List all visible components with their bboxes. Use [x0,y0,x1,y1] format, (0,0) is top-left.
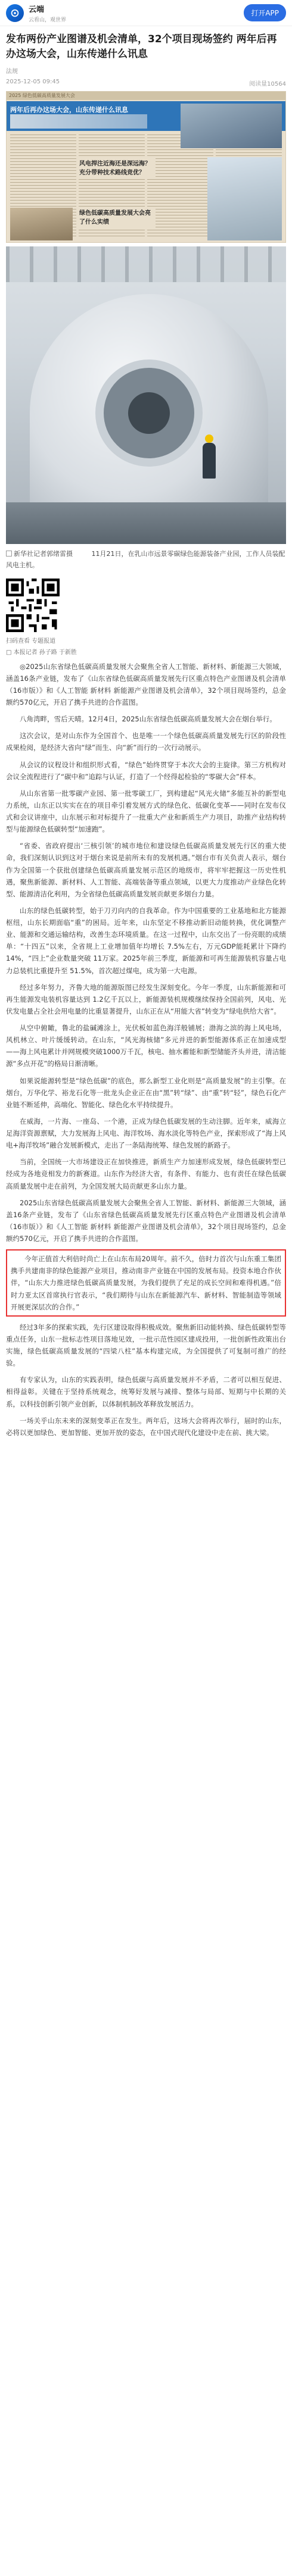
article-meta [6,79,286,91]
qr-code-icon[interactable] [6,579,60,632]
highlight-box [6,1249,286,1317]
newspaper-band-title: 两年后再办这场大会，山东传递什么讯息 [10,106,128,114]
article [0,32,292,1450]
newspaper-photo [10,208,73,240]
brand [29,3,66,23]
app-name: 云端 [29,5,45,14]
article-paragraph: 有专家认为，山东的实践表明，绿色低碳与高质量发展并不矛盾，二者可以相互促进、相得益彰。关键在于坚持系统观念，统筹好发展与减排、整体与局部、短期与中长期的关系，以科技创新引领产业创新，以体制机制改革释放发展活力。 [6,1375,286,1408]
editor-line: □ 本报记者 孙子路 于新胜 [6,649,77,656]
article-body [6,661,286,1245]
article-paragraph: 经过多年努力，齐鲁大地的能源版图已经发生深刻变化。今年一季度，山东新能源和可再生能源发电装机容量达到 1.2亿千瓦以上，新能源装机规模继续保持全国前列，风电、光伏发电量占全社会用电量的比重显著提升，山东正在从“用能大省”转变为“绿电供给大省”。 [6,983,286,1015]
app-banner [0,0,292,26]
article-headline: 发布两份产业图谱及机会清单，32个项目现场签约 两年后再办这场大会，山东传递什么讯息 [6,33,277,60]
app-logo [6,4,24,22]
article-paragraph: 从山东省第一批零碳产业园、第一批零碳工厂，到构建起“风光火储”多能互补的新型电力系统，山东正以实实在在的项目牵引着发展方式的绿色化、低碳化变革——同时在发布仪式和会议讲座中，山东展示和对标提升了一批重大产业和新质生产力项目，助推产业结构转型与能源绿色低碳转型“加速跑”。 [6,789,286,834]
qr-block [6,579,286,656]
newspaper-band-image [10,114,147,129]
article-body-tail [6,1321,286,1439]
wind-turbine-photo [6,246,286,544]
article-paragraph: 山东的绿色低碳转型，始于刀刃向内的自我革命。作为中国重要的工业基地和北方能源枢纽，山东长期面临“重”的困局。近年来，山东坚定不移推动新旧动能转换，优化调整产业、能源和交通运输结构，改善生态环境质量。在这一过程中，山东交出了一份亮眼的成绩单：“十四五”以来，全省规上工业增加值年均增长 7.5%左右，万元GDP能耗累计下降约 14%，“四上”企业数量突破 11万家。2025年前三季度，新能源和可再生能源装机容量占电力总装机比重提升至 51.5%，首次超过煤电，成为第一大电源。 [6,906,286,975]
highlight-paragraph: 今年正值首大利倍时尚亡上在山东布局20周年。前不久，倍时力首次与山东重工集团携手共建南非的绿色能源产业项目，推动南非产业链在中国的发展布局。投资本地合作伙伴，“山东大力推进绿色低碳高质量发展，为我们提供了充足的成长空间和难得机遇。”倍时力亚太区首席执行官表示，“我们期待与山东在新能源汽车、新材料、智能制造等领域开展更深层次的合作。” [11,1255,281,1311]
article-paragraph: ◎2025山东省绿色低碳高质量发展大会聚焦全省人工智能、新材料、新能源三大领域，涵盖16条产业链，发布了《山东省绿色低碳高质量发展先行区重点特色产业图谱及机会清单（16市版）》和《人工智能 新材料 新能源产业图谱及机会清单》，32个项目现场签约，总金额约570亿元，开启了携手共进的合作蓝图。 [6,662,286,707]
article-paragraph: 2025山东省绿色低碳高质量发展大会聚焦全省人工智能、新材料、新能源三大领域，涵盖16条产业链，发布了《山东省绿色低碳高质量发展先行区重点特色产业图谱及机会清单（16市版）》和《人工智能 新材料 新能源产业图谱及机会清单》，32个项目现场签约，总金额约570亿元，开启了携手共进的合作蓝图。 [6,1198,286,1243]
newspaper-subheading: 风电捍注近海还是深远海？充分带种技术路线竞优？ [78,158,156,179]
newspaper-image [6,91,286,243]
article-paragraph: 如果说能源转型是“绿色低碳”的底色，那么新型工业化则是“高质量发展”的主引擎。在烟台，万华化学、裕龙石化等一批龙头企业正在由“黑”转“绿”、由“重”转“轻”，绿色石化产业链不断延伸，高端化、智能化、绿色化水平持续提升。 [6,1076,286,1109]
newspaper-subheading: 绿色低碳高质量发展大会亮了什么实绩 [78,208,156,228]
article-paragraph: 八角湾畔，雪后天晴。12月4日，2025山东省绿色低碳高质量发展大会在烟台举行。 [20,715,277,724]
article-paragraph: 当前，全国统一大市场建设正在加快推进，新质生产力加速形成发展，绿色低碳转型已经成为各地竞相发力的新赛道。山东作为经济大省，有条件、有能力、也有责任在绿色低碳高质量发展中走在前列，为全国发展大局贡献更多山东力量。 [6,1158,286,1190]
article-paragraph: “省委、省政府提出‘三核引领’的城市地位和建设绿色低碳高质量发展先行区的重大使命，我们深刻认识到这对于烟台来说是前所未有的发展机遇。”烟台市有关负责人表示，烟台作为全国第一个获批创建绿色低碳高质量发展示范区的地级市，将牢牢把握这一历史性机遇，聚焦新能源、新材料、人工智能、高端装备等重点领域，以更大力度推动产业绿色化转型、能源清洁化利用，为全省绿色低碳高质量发展贡献更多烟台力量。 [6,842,286,898]
article-time: 2025-12-05 09:45 [6,79,60,86]
article-paragraph: 从会议的议程设计和组织形式看，“绿色”始终贯穿于本次大会的主旋律。第三方机构对会议全流程进行了“碳中和”追踪与认证，打造了一个经得起检验的“零碳大会”样本。 [6,760,286,781]
article-paragraph: 从空中俯瞰，鲁北的盐碱滩涂上，光伏板如蓝色海洋般铺展；渤海之滨的海上风电场，风机林立、叶片缓缓转动。在山东，“风光海核储”多元并进的新型能源体系正在加速成型——海上风电累计并网规模突破1000万千瓦，核电、抽水蓄能和新型储能齐头并进，清洁能源“多点开花”的格局日渐清晰。 [6,1024,286,1068]
article-source: 法规 [6,68,18,76]
open-app-button[interactable]: 打开APP [244,4,286,21]
newspaper-photo [207,157,282,240]
article-paragraph: 经过3年多的探索实践，先行区建设取得积极成效。聚焦新旧动能转换、绿色低碳转型等重点任务，山东一批标志性项目落地见效，一批示范性园区建成投用，一批创新性政策出台实施，绿色低碳高质量发展的“四梁八柱”基本构建完成，为全国提供了可复制可推广的经验。 [6,1323,286,1368]
article-paragraph: 这次会议，是对山东作为全国首个、也是唯一一个绿色低碳高质量发展先行区的阶段性成果检阅，是经济大省向“绿”而生、向“新”而行的一次行动展示。 [6,731,286,752]
article-paragraph: 一场关乎山东未来的深刻变革正在发生。两年后，这场大会将再次举行，届时的山东，必将以更加绿色、更加智能、更加开放的姿态，在中国式现代化建设中走在前、挑大梁。 [6,1416,286,1437]
article-views: 阅读量10564 [249,81,286,88]
photo-caption: 新华社记者郭绪雷摄 11月21日，在乳山市远景零碳绿色能源装备产业园，工作人员装配风电主机。 [6,550,285,569]
caption-icon [6,551,12,557]
newspaper-header: 2025 绿色低碳高质量发展大会 [7,92,285,100]
article-paragraph: 在威海，一片海、一座岛、一个港，正成为绿色低碳发展的生动注脚。近年来，威海立足海洋资源禀赋，大力发展海上风电、海洋牧场、海水淡化等特色产业，探索形成了“海上风电+海洋牧场”融合发展新模式，走出了一条陆海统筹、绿色发展的新路子。 [6,1117,286,1150]
qr-caption: 扫码查看 专题报道 [6,637,56,645]
newspaper-photo [181,104,282,148]
app-slogan: 云看山，观世界 [29,17,67,23]
worker-figure [203,443,216,479]
